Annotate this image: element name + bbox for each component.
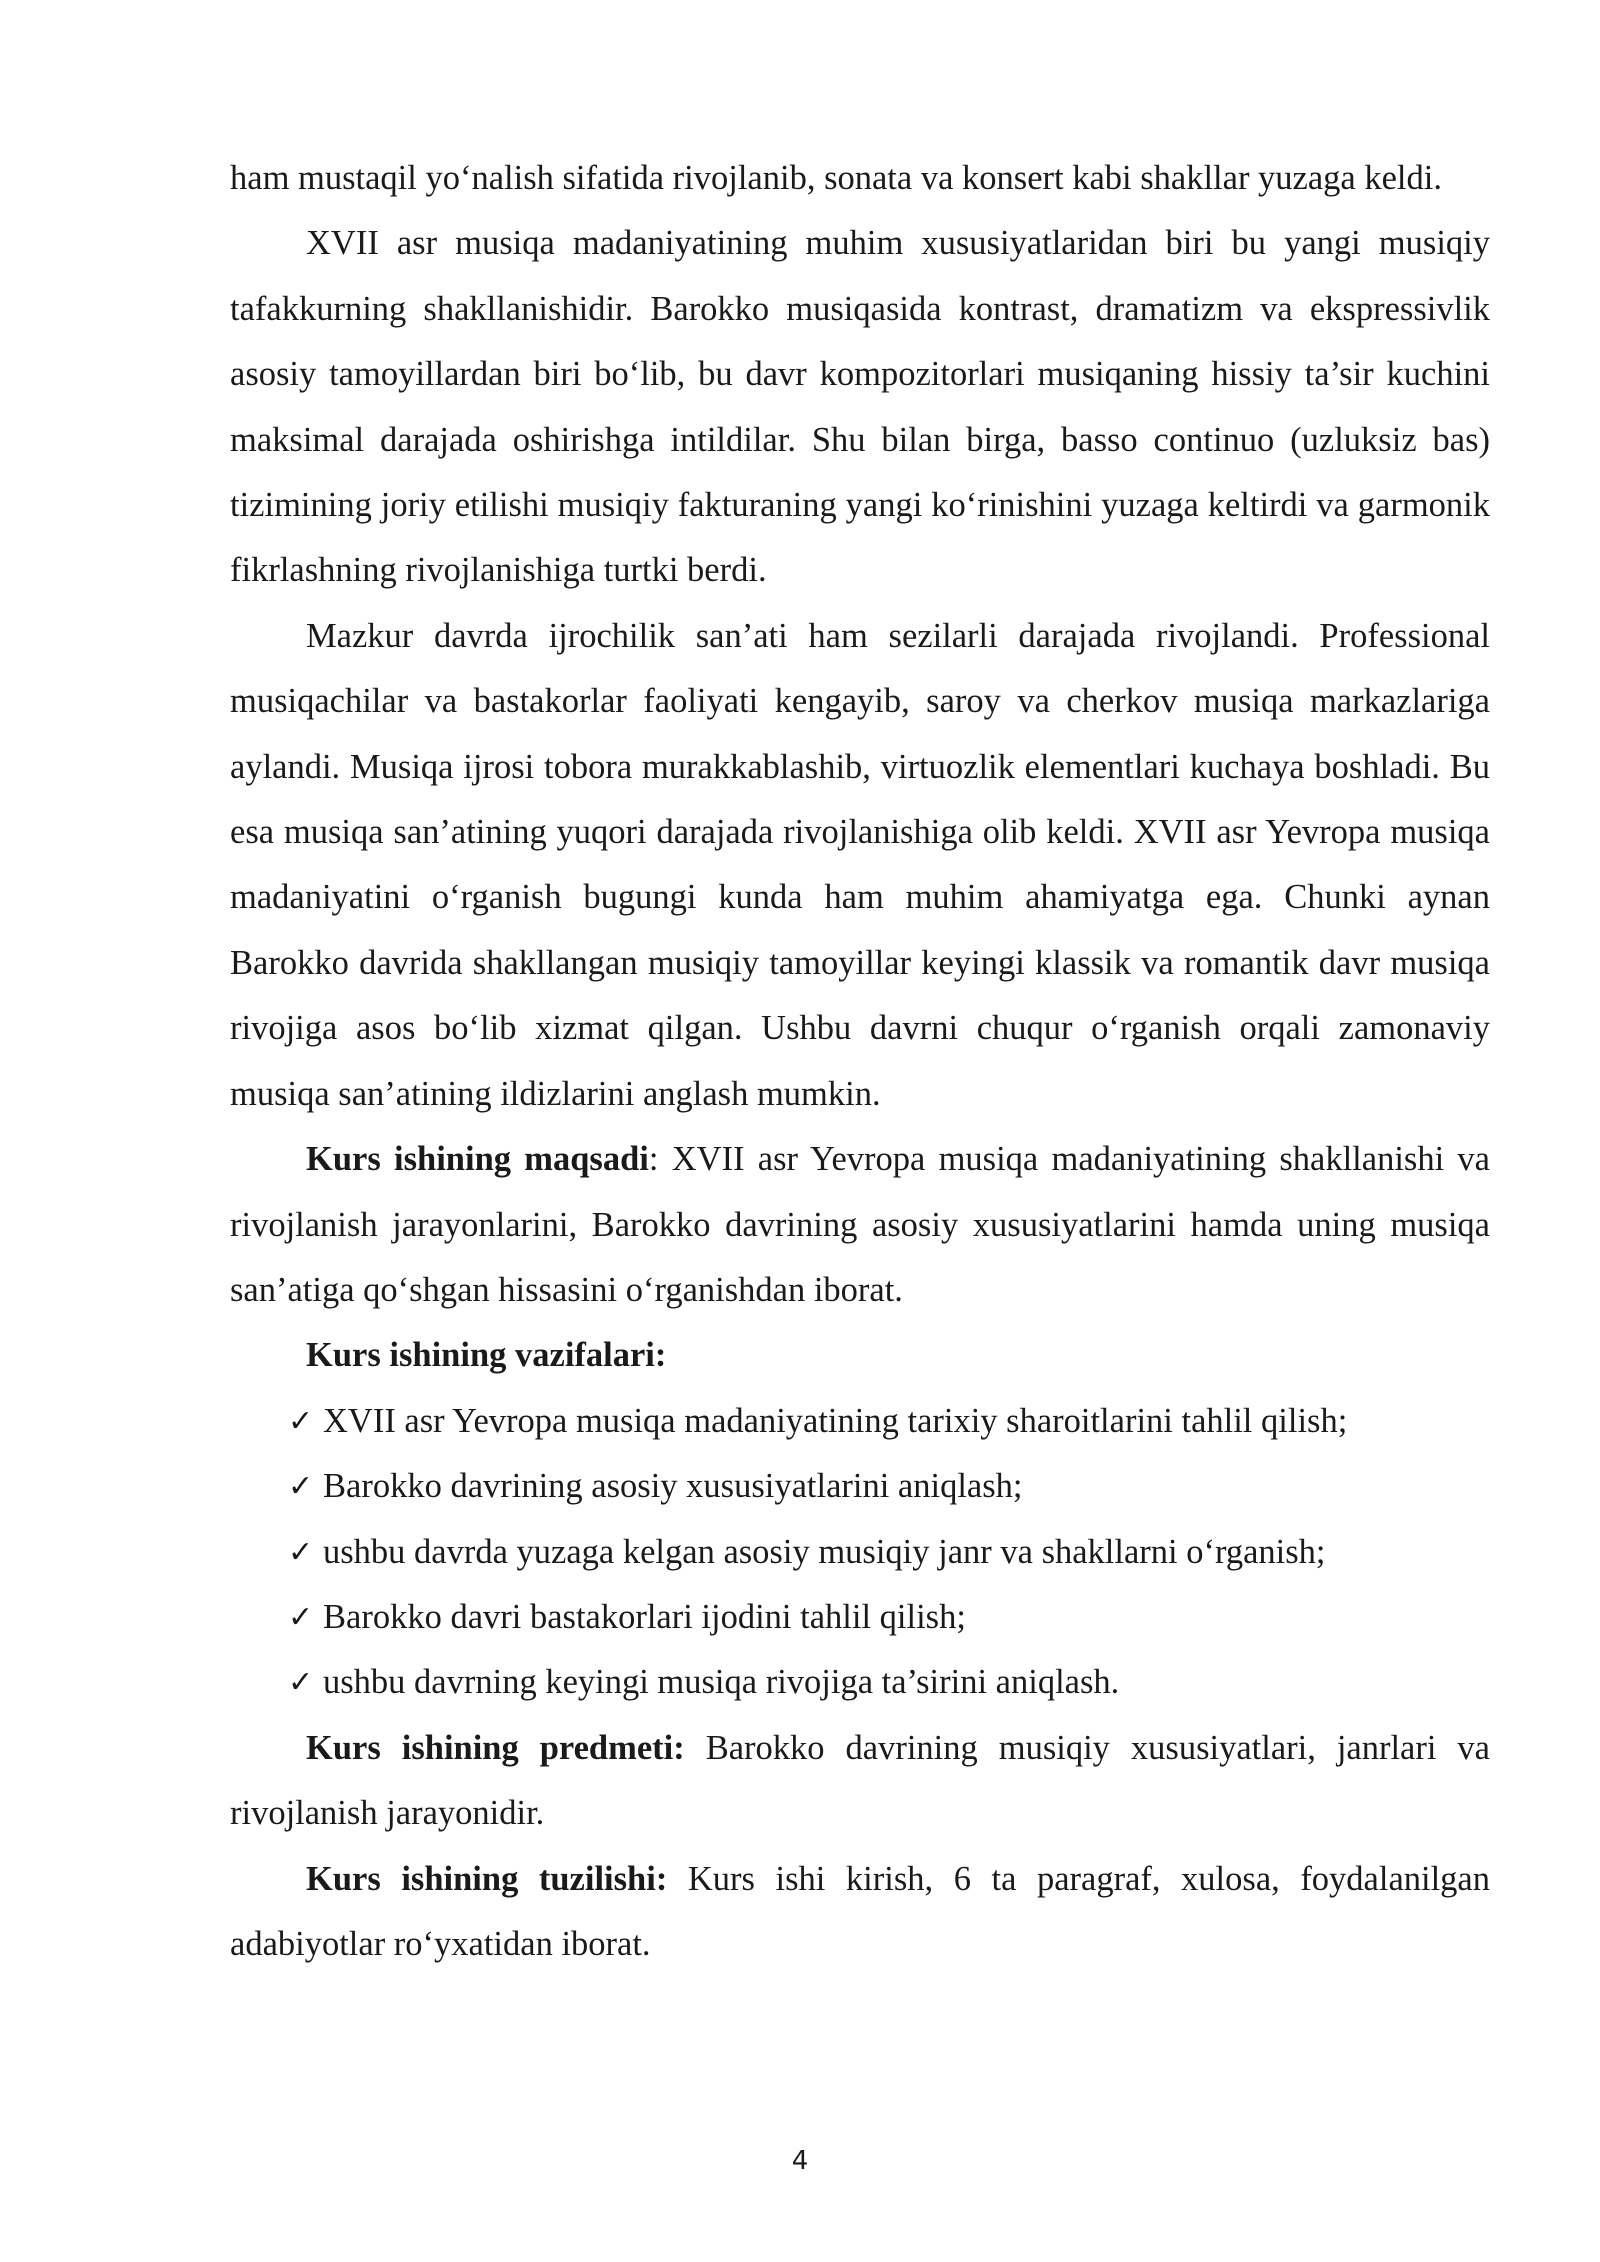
task-text: ushbu davrda yuzaga kelgan asosiy musiqiy janr va shakllarni o‘rganish; (323, 1532, 1326, 1571)
task-item (230, 1389, 1490, 1454)
task-text: ushbu davrning keyingi musiqa rivojiga ta’sirini aniqlash. (323, 1663, 1120, 1702)
subject-label: Kurs ishining predmeti: (306, 1728, 685, 1767)
task-text: Barokko davri bastakorlari ijodini tahlil qilish; (323, 1597, 966, 1636)
structure-paragraph (230, 1847, 1490, 1978)
paragraph-musical-thinking: XVII asr musiqa madaniyatining muhim xususiyatlaridan biri bu yangi musiqiy tafakkurning shakllanishidir. Barokko musiqasida kontrast, dramatizm va ekspressivlik asosiy tamoyillardan biri bo‘lib, bu davr kompozitorlari musiqaning hissiy ta’sir kuchini maksimal darajada oshirishga intildilar. Shu bilan birga, basso continuo (uzluksiz bas) tizimining joriy etilishi musiqiy fakturaning yangi ko‘rinishini yuzaga keltirdi va garmonik fikrlashning rivojlanishiga turtki berdi. (230, 224, 1490, 590)
paragraph-continuation: ham mustaqil yo‘nalish sifatida rivojlanib, sonata va konsert kabi shakllar yuzaga keldi. (230, 159, 1442, 197)
checkmark-icon: ✓ (288, 1469, 314, 1505)
checkmark-icon: ✓ (288, 1599, 314, 1635)
checkmark-icon: ✓ (288, 1403, 314, 1439)
goal-colon: : (648, 1140, 659, 1179)
task-item (230, 1454, 1490, 1519)
page-number: 4 (791, 2146, 809, 2176)
task-item (230, 1650, 1490, 1715)
checkmark-icon: ✓ (288, 1534, 314, 1570)
subject-text: Barokko davrining musiqiy xususiyatlari, janrlari va rivojlanish jarayonidir. (230, 1728, 1490, 1833)
checkmark-icon: ✓ (288, 1665, 314, 1701)
tasks-heading: Kurs ishining vazifalari: (306, 1336, 667, 1375)
task-item (230, 1520, 1490, 1585)
goal-paragraph (230, 1127, 1490, 1323)
structure-text: Kurs ishi kirish, 6 ta paragraf, xulosa, foydalanilgan adabiyotlar ro‘yxatidan iborat. (230, 1859, 1490, 1963)
paragraph-performance-art: Mazkur davrda ijrochilik san’ati ham sezilarli darajada rivojlandi. Professional musiqachilar va bastakorlar faoliyati kengayib, saroy va cherkov musiqa markazlariga aylandi. Musiqa ijrosi tobora murakkablashib, virtuozlik elementlari kuchaya boshladi. Bu esa musiqa san’atining yuqori darajada rivojlanishiga olib keldi. XVII asr Yevropa musiqa madaniyatini o‘rganish bugungi kunda ham muhim ahamiyatga ega. Chunki aynan Barokko davrida shakllangan musiqiy tamoyillar keyingi klassik va romantik davr musiqa rivojiga asos bo‘lib xizmat qilgan. Ushbu davrni chuqur o‘rganish orqali zamonaviy musiqa san’atining ildizlarini anglash mumkin. (230, 616, 1490, 1113)
task-text: Barokko davrining asosiy xususiyatlarini aniqlash; (323, 1467, 1023, 1506)
structure-label: Kurs ishining tuzilishi: (306, 1859, 668, 1898)
task-text: XVII asr Yevropa musiqa madaniyatining tarixiy sharoitlarini tahlil qilish; (323, 1401, 1348, 1440)
tasks-list (230, 1389, 1490, 1716)
goal-label: Kurs ishining maqsadi (306, 1140, 649, 1179)
goal-text: XVII asr Yevropa musiqa madaniyatining shakllanishi va rivojlanish jarayonlarini, Barokko davrining asosiy xususiyatlarini hamda uning musiqa san’atiga qo‘shgan hissasini o‘rganishdan iborat. (230, 1140, 1490, 1309)
subject-paragraph (230, 1716, 1490, 1847)
page-body (230, 146, 1490, 1977)
task-item (230, 1585, 1490, 1650)
